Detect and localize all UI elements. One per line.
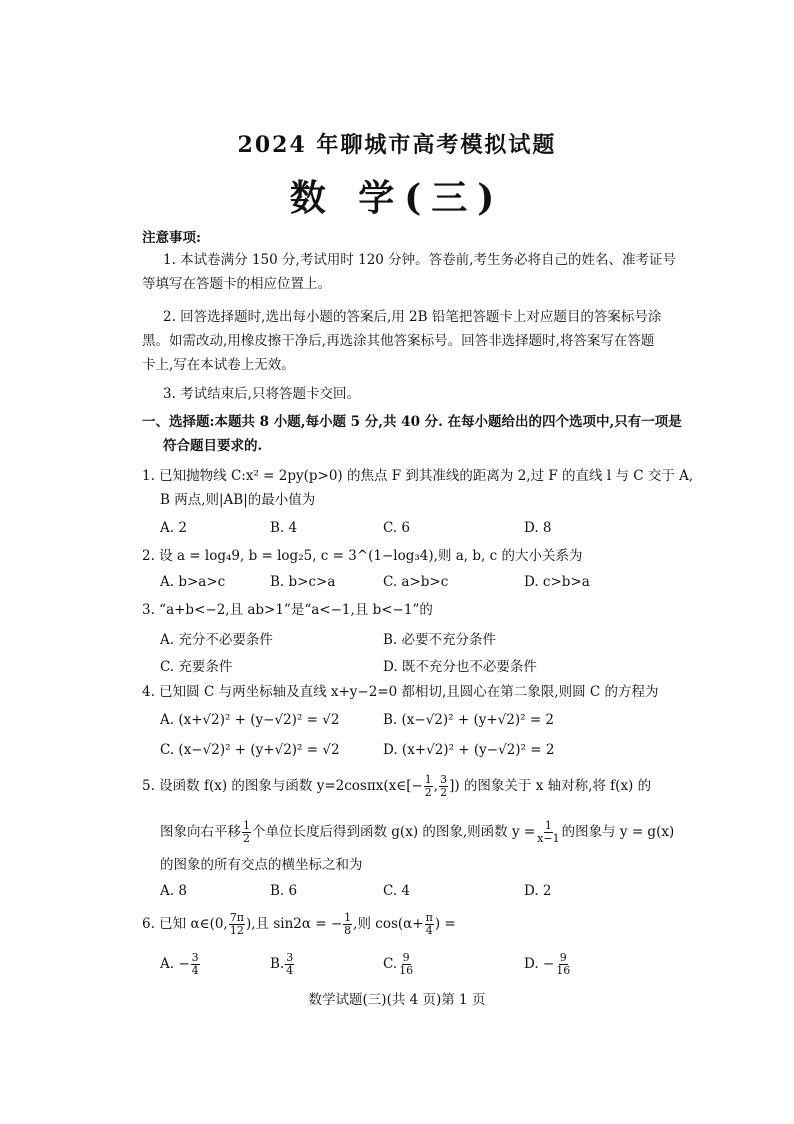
q1-option-d: D. 8 <box>524 520 552 536</box>
q6-option-d-fraction <box>555 952 571 977</box>
q6-option-d-den: 16 <box>556 964 571 977</box>
q5-fraction-1-num: 1 <box>424 773 432 786</box>
q4-option-a: A. (x+√2)² + (y−√2)² = √2 <box>160 712 340 728</box>
q4-option-b: B. (x−√2)² + (y+√2)² = 2 <box>383 712 555 728</box>
q5-text-1a: 5. 设函数 f(x) 的图象与函数 y=2cosπx(x∈[− <box>142 778 423 794</box>
q4-stem: 4. 已知圆 C 与两坐标轴及直线 x+y−2=0 都相切,且圆心在第二象限,则圆 C 的方程为 <box>142 684 659 700</box>
q5-option-c: C. 4 <box>383 883 411 899</box>
q5-text-2a: 图象向右平移 <box>160 824 241 840</box>
q6-stem <box>142 912 456 937</box>
q6-option-b-fraction <box>285 952 294 977</box>
q5-text-2b: 个单位长度后得到函数 g(x) 的图象,则函数 y = <box>252 824 536 840</box>
q6-option-d <box>524 952 572 977</box>
q6-fraction-2-den: 8 <box>344 924 352 937</box>
q5-fraction-2-num: 3 <box>440 773 448 786</box>
q5-stem-line2 <box>160 820 674 845</box>
q6-option-c <box>383 952 415 977</box>
exam-title: 2024 年聊城市高考模拟试题 <box>237 132 557 158</box>
notes-heading: 注意事项: <box>142 230 201 246</box>
q1-stem-line2: B 两点,则|AB|的最小值为 <box>160 492 316 508</box>
q6-text-b: ),且 sin2α = − <box>245 916 343 932</box>
q5-fraction-2-den: 2 <box>440 786 448 799</box>
q6-text-c: ,则 cos(α+ <box>353 916 424 932</box>
q6-text-d: ) = <box>434 916 456 932</box>
q5-text-1c: ]) 的图象关于 x 轴对称,将 f(x) 的 <box>449 778 652 794</box>
q5-fraction-1-den: 2 <box>424 786 432 799</box>
note-2c: 卡上,写在本试卷上无效。 <box>142 357 295 373</box>
q6-text-a: 6. 已知 α∈(0, <box>142 916 228 932</box>
q3-stem: 3. “a+b<−2,且 ab>1”是“a<−1,且 b<−1”的 <box>142 602 433 618</box>
note-2a: 2. 回答选择题时,选出每小题的答案后,用 2B 铅笔把答题卡上对应题目的答案标号涂 <box>163 309 662 325</box>
q6-fraction-1-num: 7π <box>229 911 244 924</box>
q5-stem-line3: 的图象的所有交点的横坐标之和为 <box>160 857 363 873</box>
q6-option-c-num: 9 <box>402 951 410 964</box>
q6-option-d-num: 9 <box>559 951 567 964</box>
q6-option-a-num: 3 <box>191 951 199 964</box>
note-1a: 1. 本试卷满分 150 分,考试用时 120 分钟。答卷前,考生务必将自己的姓名、准考证号 <box>163 252 676 268</box>
note-2b: 黑。如需改动,用橡皮擦干净后,再选涂其他答案标号。回答非选择题时,将答案写在答题 <box>142 333 655 349</box>
q6-fraction-3-num: π <box>425 911 433 924</box>
q3-option-b: B. 必要不充分条件 <box>383 632 497 648</box>
q2-option-b: B. b>c>a <box>270 574 336 590</box>
section-heading-line1: 一、选择题:本题共 8 小题,每小题 5 分,共 40 分. 在每小题给出的四个选项中,只有一项是 <box>142 414 682 430</box>
q4-option-c: C. (x−√2)² + (y+√2)² = √2 <box>160 742 340 758</box>
subject-title: 数 学(三) <box>289 177 505 219</box>
q5-fraction-3-den: 2 <box>243 832 250 845</box>
q5-fraction-4-den: x−1 <box>537 832 560 845</box>
q6-option-b-prefix: B. <box>270 956 285 972</box>
q6-fraction-1-den: 12 <box>229 924 244 937</box>
q5-text-2c: 的图象与 y = g(x) <box>561 824 675 840</box>
q5-fraction-3 <box>242 820 251 845</box>
q5-fraction-1 <box>424 774 433 799</box>
q3-option-d: D. 既不充分也不必要条件 <box>383 659 537 675</box>
q6-fraction-3 <box>425 912 434 937</box>
q5-option-d: D. 2 <box>524 883 552 899</box>
q6-option-c-den: 16 <box>399 964 414 977</box>
page-footer: 数学试题(三)(共 4 页)第 1 页 <box>308 992 486 1008</box>
q6-option-a-den: 4 <box>191 964 199 977</box>
q6-option-a-fraction <box>191 952 200 977</box>
q6-fraction-1 <box>229 912 245 937</box>
q6-option-b <box>270 952 295 977</box>
q5-fraction-3-num: 1 <box>243 819 250 832</box>
note-3: 3. 考试结束后,只将答题卡交回。 <box>163 386 360 402</box>
q4-option-d: D. (x+√2)² + (y−√2)² = 2 <box>383 742 555 758</box>
q6-fraction-3-den: 4 <box>425 924 433 937</box>
q5-text-1b: , <box>433 778 439 794</box>
q5-fraction-4 <box>536 820 560 845</box>
q1-option-c: C. 6 <box>383 520 411 536</box>
q1-stem-line1: 1. 已知抛物线 C:x² = 2py(p>0) 的焦点 F 到其准线的距离为 2,过 F 的直线 l 与 C 交于 A, <box>142 468 694 484</box>
q6-option-a-prefix: A. − <box>160 956 190 972</box>
q3-option-c: C. 充要条件 <box>160 659 233 675</box>
q2-stem: 2. 设 a = log₄9, b = log₂5, c = 3^(1−log₃4),则 a, b, c 的大小关系为 <box>142 548 583 564</box>
q5-stem-line1 <box>142 774 651 799</box>
q2-option-c: C. a>b>c <box>383 574 449 590</box>
q1-option-b: B. 4 <box>270 520 298 536</box>
q6-option-c-prefix: C. <box>383 956 398 972</box>
q3-option-a: A. 充分不必要条件 <box>160 632 273 648</box>
q6-fraction-2 <box>343 912 352 937</box>
q6-option-c-fraction <box>398 952 414 977</box>
q2-option-d: D. c>b>a <box>524 574 590 590</box>
q6-fraction-2-num: 1 <box>344 911 352 924</box>
q6-option-b-num: 3 <box>286 951 294 964</box>
q5-option-b: B. 6 <box>270 883 298 899</box>
q6-option-d-prefix: D. − <box>524 956 555 972</box>
q1-option-a: A. 2 <box>160 520 187 536</box>
q5-fraction-2 <box>439 774 448 799</box>
section-heading-line2: 符合题目要求的. <box>163 438 263 454</box>
q6-option-a <box>160 952 201 977</box>
q5-option-a: A. 8 <box>160 883 187 899</box>
note-1b: 等填写在答题卡的相应位置上。 <box>142 276 331 292</box>
q5-fraction-4-num: 1 <box>544 819 552 832</box>
q2-option-a: A. b>a>c <box>160 574 226 590</box>
q6-option-b-den: 4 <box>286 964 294 977</box>
